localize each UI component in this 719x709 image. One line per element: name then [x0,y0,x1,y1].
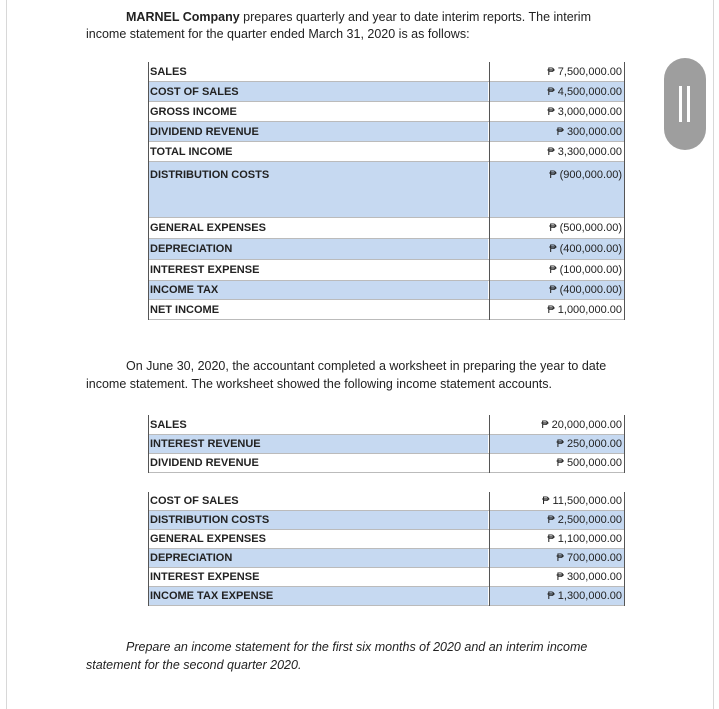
row-label: DIVIDEND REVENUE [148,122,488,142]
table-border [624,62,625,320]
row-label: SALES [148,415,488,435]
table-border [148,415,149,473]
row-label: NET INCOME [148,300,488,320]
middle-line2: income statement. The worksheet showed the following income statement accounts. [86,377,552,391]
row-label: GROSS INCOME [148,102,488,122]
row-label: DISTRIBUTION COSTS [148,162,488,218]
row-value: ₱ 700,000.00 [490,549,624,568]
row-label: DISTRIBUTION COSTS [148,511,488,530]
row-value: ₱ (500,000.00) [490,218,624,239]
row-value: ₱ 1,300,000.00 [490,587,624,606]
intro-line1-rest: prepares quarterly and year to date interim reports. The interim [239,10,591,24]
intro-line2: income statement for the quarter ended March 31, 2020 is as follows: [86,27,470,41]
row-value: ₱ 500,000.00 [490,454,624,473]
row-divider [148,472,624,473]
row-label: INCOME TAX [148,281,488,300]
closing-line1: Prepare an income statement for the first six months of 2020 and an interim income [126,640,588,654]
row-value: ₱ 3,000,000.00 [490,102,624,122]
table-border [148,62,149,320]
row-label: GENERAL EXPENSES [148,218,488,239]
row-value: ₱ 300,000.00 [490,568,624,587]
closing-line2: statement for the second quarter 2020. [86,658,302,672]
row-value: ₱ 3,300,000.00 [490,142,624,162]
row-label: TOTAL INCOME [148,142,488,162]
row-value: ₱ 4,500,000.00 [490,82,624,102]
row-value: ₱ 2,500,000.00 [490,511,624,530]
table-border [489,62,490,320]
row-value: ₱ (400,000.00) [490,239,624,260]
row-label: SALES [148,62,488,82]
row-value: ₱ 300,000.00 [490,122,624,142]
row-divider [148,605,624,606]
row-value: ₱ 11,500,000.00 [490,492,624,511]
scroll-handle[interactable] [664,58,706,150]
row-label: INCOME TAX EXPENSE [148,587,488,606]
row-label: DIVIDEND REVENUE [148,454,488,473]
row-value: ₱ 1,100,000.00 [490,530,624,549]
table-border [148,492,149,606]
company-name: MARNEL Company [126,10,240,24]
row-label: DEPRECIATION [148,549,488,568]
row-value: ₱ 20,000,000.00 [490,415,624,435]
middle-line1: On June 30, 2020, the accountant completed a worksheet in preparing the year to date [126,359,607,373]
row-value: ₱ (900,000.00) [490,162,624,218]
row-value: ₱ 250,000.00 [490,435,624,454]
row-label: GENERAL EXPENSES [148,530,488,549]
table-border [624,492,625,606]
row-label: INTEREST EXPENSE [148,260,488,281]
table-border [489,415,490,473]
row-value: ₱ 7,500,000.00 [490,62,624,82]
scroll-grip-bar [679,86,682,122]
row-label: COST OF SALES [148,492,488,511]
row-label: INTEREST EXPENSE [148,568,488,587]
row-label: COST OF SALES [148,82,488,102]
row-label: DEPRECIATION [148,239,488,260]
table-border [624,415,625,473]
row-value: ₱ (100,000.00) [490,260,624,281]
row-value: ₱ 1,000,000.00 [490,300,624,320]
row-value: ₱ (400,000.00) [490,281,624,300]
scroll-grip-bar [687,86,690,122]
row-divider [148,319,624,320]
row-label: INTEREST REVENUE [148,435,488,454]
table-border [489,492,490,606]
